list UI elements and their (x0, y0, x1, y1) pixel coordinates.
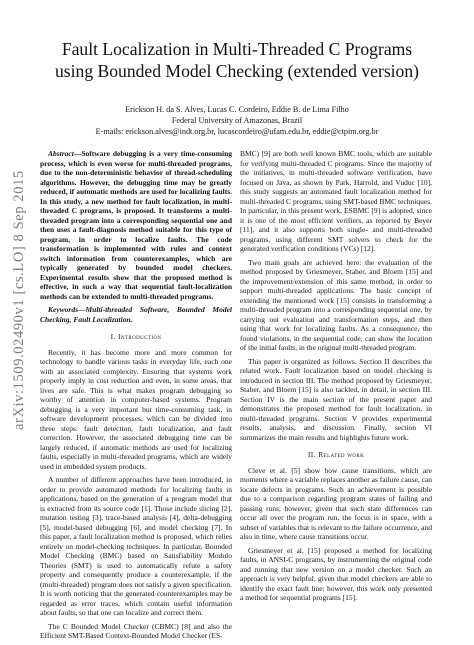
abstract (40, 149, 232, 324)
title-line-2: using Bounded Model Checking (extended version) (54, 61, 420, 81)
related-paragraph-2: Griesmeyer et al. [15] proposed a method for localizing faults, in ANSI-C programs, by instrumenting the original code and running that new version on a model checker. Such an approach is very helpful, given that model checkers are able to identify the exact fault line; however, this work only presented a method for sequential programs [15]. (240, 545, 432, 602)
keywords (40, 305, 232, 324)
author-affiliation: Federal University of Amazonas, Brazil (171, 116, 303, 125)
paper-title (30, 38, 444, 82)
author-names: Erickson H. da S. Alves, Lucas C. Cordeiro, Eddie B. de Lima Filho (125, 105, 349, 114)
abstract-paragraph (40, 149, 232, 301)
section-heading-introduction: I. Introduction (110, 332, 162, 341)
intro-paragraph-2: A number of different approaches have been introduced, in order to provide automated methods for localizing faults in applications, based on the generation of a program model that is extracted from its source code [1]. Those include slicing [2], mutation testing [3], trace-based analysis [4], delta-debugging [5], model-based debugging [6], and model checking [7]. In this paper, a fault localization method is proposed, which relies entirely on model-checking techniques. In particular, Bounded Model Checking (BMC) based on Satisfiability Modulo Theories (SMT) is used to automatically refute a safety property and consequently produce a counterexample, if the (multi-threaded) program does not satisfy a given specification. It is worth noticing that the generated counterexamples may be regarded as error traces, which contain useful information about faults, so that one can localize and correct them. (40, 475, 232, 617)
intro-paragraph-4: BMC) [9] are both well known BMC tools, which are suitable for verifying multi-threaded C programs. Since the majority of the initiatives, in multi-threaded software verification, have focused on Java, as shown by Park, Harrold, and Vuduc [10], this study suggests an automated fault localization method for multi-threaded C programs, using SMT-based BMC techniques. In particular, in this present work, ESBMC [9] is adopted, since it is one of the most efficient verifiers, as reported by Beyer [11], and it also supports both single- and multi-threaded programs, using different SMT solvers to check for the generated verification conditions (VCs) [12]. (240, 149, 432, 253)
arxiv-stamp: arXiv:1509.02490v1 [cs.LO] 8 Sep 2015 (11, 170, 27, 430)
title-line-1: Fault Localization in Multi-Threaded C Programs (61, 39, 413, 59)
intro-paragraph-3: The C Bounded Model Checker (CBMC) [8] and also the Efficient SMT-Based Context-Bounded Model Checker (ES- (40, 621, 232, 640)
left-column (40, 149, 232, 645)
related-paragraph-1: Cleve et al. [5] show how cause transitions, which are moments where a variable replaces another as failure cause, can locate defects in programs. Such an achievement is possible due to a comparison regarding program states of failing and passing runs; however, given that such state differences can occur all over the program run, the focus is in space, with a subset of variables that is relevant to the failure occurrence, and also in time, where cause transitions occur. (240, 465, 432, 541)
intro-paragraph-1: Recently, it has become more and more common for technology to handle various tasks in everyday life, each one with an associated complexity. Ensuring that systems work properly imply in cost reduction and even, in some areas, that lives are safe. This is what makes program debugging so worthy of attention in computer-based systems. Program debugging is a very important but time-consuming task, in software development processes, which can be divided into three steps: fault detection, fault localization, and fault correction. However, the associated debugging time can be largely reduced, if automatic methods are used for localizing faults, especially in multi-threaded programs, which are widely used in embedded system products. (40, 347, 232, 471)
author-emails: E-mails: erickson.alves@indt.org.br, lucascordeiro@ufam.edu.br, eddie@ctpim.org.br (95, 127, 379, 136)
author-block (30, 104, 444, 137)
abstract-text: —Software debugging is a very time-consuming process, which is even worse for multi-threaded programs, due to the non-deterministic behavior of thread-scheduling algorithms. However, the debugging time may be greatly reduced, if automatic methods are used for localizing faults. In this study, a new method for fault localization, in multi-threaded C programs, is proposed. It transforms a multi-threaded program into a corresponding sequential one and then uses a fault-diagnosis method suitable for this type of program, in order to localize faults. The code transformation is implemented with rules and context switch information from counterexamples, which are typically generated by bounded model checkers. Experimental results show that the proposed method is effective, in such a way that sequential fault-localization methods can be extended to multi-threaded programs. (40, 149, 232, 301)
keywords-lead: Keywords (48, 305, 78, 314)
right-column (240, 149, 432, 607)
section-heading-related-work: II. Related work (307, 450, 365, 459)
intro-paragraph-5: Two main goals are achieved here: the evaluation of the method proposed by Griesmeyer, Staber, and Bloem [15] and the improvement/extension of this same method, in order to support multi-threaded applications. The basic concept of extending the mentioned work [15] consists in transforming a multi-threaded program into a corresponding sequential one, by carrying out evaluation and transformation steps, and then using that work for localizing faults. As a consequence, the found violations, in the sequential code, can show the location of the initial faults, in the original multi-threaded program. (240, 257, 432, 352)
keywords-text: —Multi-threaded Software, Bounded Model Checking, Fault Localization. (40, 305, 232, 324)
abstract-lead: Abstract (48, 149, 74, 158)
intro-paragraph-6: This paper is organized as follows. Section II describes the related work. Fault localization based on model checking is introduced in section III. The method proposed by Griesmeyer, Staber, and Bloem [15] is also tackled, in detail, in section III. Section IV is the main section of the present paper and demonstrates the proposed method for fault localization, in multi-threaded programs. Section V provides experimental results, analysis, and discussion. Finally, section VI summarizes the main results and highlights future work. (240, 356, 432, 442)
